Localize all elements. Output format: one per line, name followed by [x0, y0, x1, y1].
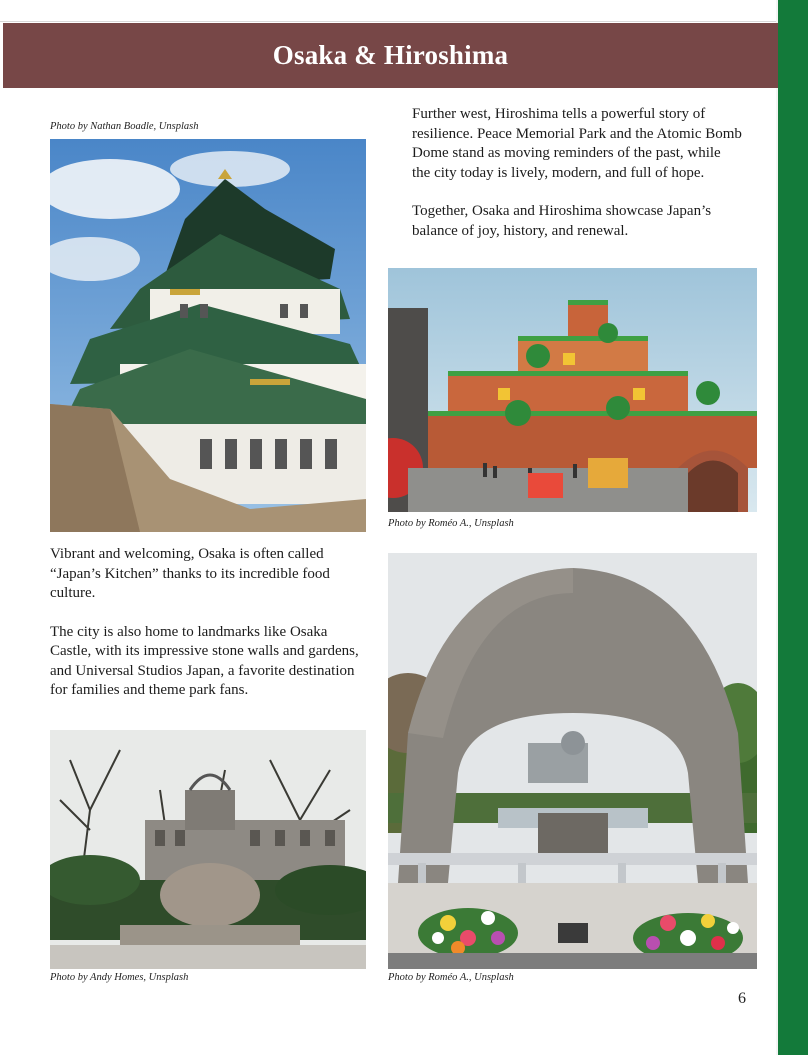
header-band	[3, 23, 778, 88]
hiroshima-paragraph-2: Together, Osaka and Hiroshima showcase Japan’s balance of joy, history, and renewal.	[412, 203, 712, 239]
side-color-bar	[778, 0, 808, 1055]
osaka-intro	[50, 545, 368, 720]
osaka-paragraph-1: Vibrant and welcoming, Osaka is often called “Japan’s Kitchen” thanks to its incredible food culture.	[50, 546, 330, 601]
atomic-bomb-dome-photo	[50, 730, 366, 969]
cenotaph-photo	[388, 553, 757, 969]
mario-photo-credit: Photo by Roméo A., Unsplash	[388, 518, 514, 529]
osaka-castle-photo	[50, 139, 366, 532]
hiroshima-intro	[412, 105, 742, 260]
top-margin	[0, 0, 808, 22]
cenotaph-photo-credit: Photo by Roméo A., Unsplash	[388, 972, 514, 983]
osaka-paragraph-2: The city is also home to landmarks like Osaka Castle, with its impressive stone walls and gardens, and Universal Studios Japan, a favorite destination for families and theme park fans.	[50, 623, 359, 698]
dome-photo-credit: Photo by Andy Homes, Unsplash	[50, 972, 189, 983]
page-number: 6	[738, 990, 746, 1007]
page-title: Osaka & Hiroshima	[272, 40, 509, 70]
super-nintendo-world-photo	[388, 268, 757, 512]
castle-photo-credit: Photo by Nathan Boadle, Unsplash	[50, 121, 199, 132]
hiroshima-paragraph-1: Further west, Hiroshima tells a powerful story of resilience. Peace Memorial Park and the Atomic Bomb Dome stand as moving reminders of the past, while the city today is lively, modern, and full of hope.	[412, 106, 742, 181]
